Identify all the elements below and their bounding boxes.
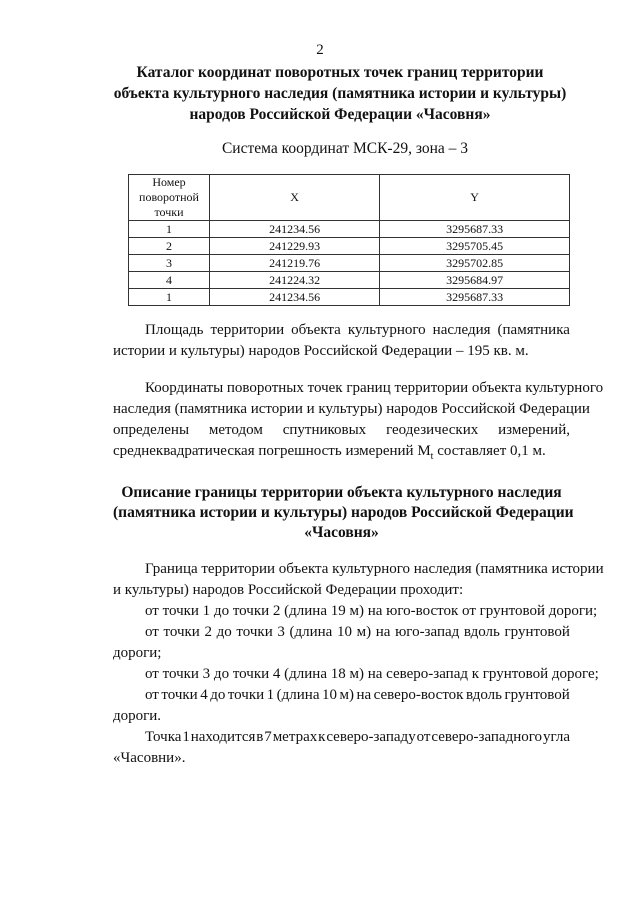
accuracy-paragraph <box>113 378 604 467</box>
word: северо-западного <box>431 729 543 745</box>
table-row <box>129 238 570 255</box>
word: угла <box>542 729 570 745</box>
word: 2 <box>204 624 212 640</box>
header-point-line2: точки <box>154 205 184 219</box>
word: находится <box>190 729 256 745</box>
word: 7 <box>264 729 272 745</box>
word: юго-запад <box>395 624 460 640</box>
header-x: X <box>210 175 380 221</box>
word: грунтовой <box>504 624 570 640</box>
coordinates-table <box>128 174 570 306</box>
word: вдоль <box>463 624 500 640</box>
segment-4 <box>113 685 570 706</box>
segment-2-end: дороги; <box>113 645 162 661</box>
location-line-1 <box>113 727 570 748</box>
description-paragraph <box>113 559 604 769</box>
table-row <box>129 221 570 238</box>
word: 3 <box>277 624 285 640</box>
accuracy-line-1: Координаты поворотных точек границ территории объекта культурного <box>145 380 604 396</box>
table-row <box>129 289 570 306</box>
segment-4-end: дороги. <box>113 708 162 724</box>
word: территории <box>210 322 285 338</box>
cell-x: 241229.93 <box>210 238 380 255</box>
segment-1: от точки 1 до точки 2 (длина 19 м) на юго-восток от грунтовой дороги; <box>145 603 598 619</box>
accuracy-line-4 <box>113 441 570 467</box>
cell-point: 4 <box>129 272 210 289</box>
word: на <box>375 624 391 640</box>
word: 10 <box>321 687 337 703</box>
title-line: народов Российской Федерации «Часовня» <box>189 106 491 123</box>
word: (длина <box>276 687 320 703</box>
word: точки <box>227 687 265 703</box>
cell-y: 3295687.33 <box>380 221 570 238</box>
description-intro-2: и культуры) народов Российской Федерации проходит: <box>113 582 464 598</box>
area-line-1 <box>113 320 570 341</box>
word: Площадь <box>145 322 204 338</box>
word: спутниковых <box>282 422 367 438</box>
heading-line: «Часовня» <box>304 524 379 541</box>
word: (длина <box>289 624 333 640</box>
table-row <box>129 255 570 272</box>
header-point-line1: Номер поворотной <box>139 175 199 204</box>
heading-line: (памятника истории и культуры) народов Российской Федерации <box>113 504 574 521</box>
word: (памятника <box>497 322 570 338</box>
word: точки <box>161 687 198 703</box>
header-point-number <box>129 175 210 221</box>
word: наследия <box>432 322 491 338</box>
word: на <box>356 687 372 703</box>
cell-point: 3 <box>129 255 210 272</box>
word: 1 <box>182 729 190 745</box>
word: северо-западу <box>326 729 416 745</box>
table-row <box>129 272 570 289</box>
cell-y: 3295687.33 <box>380 289 570 306</box>
header-y: Y <box>380 175 570 221</box>
word: культурного <box>347 322 426 338</box>
cell-point: 1 <box>129 221 210 238</box>
cell-y: 3295684.97 <box>380 272 570 289</box>
title-line: объекта культурного наследия (памятника истории и культуры) <box>113 85 567 102</box>
cell-point: 1 <box>129 289 210 306</box>
area-line-2: истории и культуры) народов Российской Федерации – 195 кв. м. <box>113 343 529 359</box>
word: Точка <box>145 729 182 745</box>
word: точки <box>236 624 273 640</box>
location-line-2: «Часовни». <box>113 750 186 766</box>
cell-x: 241234.56 <box>210 221 380 238</box>
title-line: Каталог координат поворотных точек границ территории <box>136 64 544 81</box>
segment-2 <box>113 622 570 643</box>
cell-x: 241224.32 <box>210 272 380 289</box>
cell-point: 2 <box>129 238 210 255</box>
accuracy-line-2: наследия (памятника истории и культуры) народов Российской Федерации <box>113 401 590 417</box>
word: от <box>145 687 159 703</box>
word: 4 <box>200 687 208 703</box>
word: метрах <box>272 729 318 745</box>
catalog-title <box>110 62 570 125</box>
description-heading <box>113 483 574 543</box>
word: грунтовой <box>504 687 570 703</box>
word: 1 <box>266 687 275 703</box>
cell-y: 3295705.45 <box>380 238 570 255</box>
segment-3: от точки 3 до точки 4 (длина 18 м) на северо-запад к грунтовой дороге; <box>145 666 599 682</box>
cell-x: 241219.76 <box>210 255 380 272</box>
accuracy-subscript: t <box>430 451 434 462</box>
description-intro-1: Граница территории объекта культурного наследия (памятника истории <box>145 561 604 577</box>
word: определены <box>113 422 190 438</box>
accuracy-text: среднеквадратическая погрешность измерений M <box>113 443 431 459</box>
word: м) <box>339 687 354 703</box>
word: методом <box>208 422 263 438</box>
word: 10 <box>336 624 352 640</box>
word: объекта <box>291 322 341 338</box>
word: в <box>256 729 264 745</box>
accuracy-line-3 <box>113 420 570 441</box>
word: до <box>216 624 232 640</box>
word: геодезических <box>386 422 479 438</box>
word: от <box>416 729 431 745</box>
word: от <box>145 624 159 640</box>
word: измерений, <box>498 422 570 438</box>
page-number: 2 <box>316 42 324 58</box>
table-header-row <box>129 175 570 221</box>
word: вдоль <box>465 687 502 703</box>
word: к <box>318 729 326 745</box>
cell-y: 3295702.85 <box>380 255 570 272</box>
heading-line: Описание границы территории объекта культурного наследия <box>121 484 562 501</box>
cell-x: 241234.56 <box>210 289 380 306</box>
accuracy-value: составляет 0,1 м. <box>433 443 546 459</box>
word: северо-восток <box>373 687 464 703</box>
word: точки <box>163 624 200 640</box>
coordinate-system: Система координат МСК-29, зона – 3 <box>221 140 469 157</box>
word: м) <box>356 624 372 640</box>
area-paragraph <box>113 320 570 362</box>
word: до <box>210 687 226 703</box>
